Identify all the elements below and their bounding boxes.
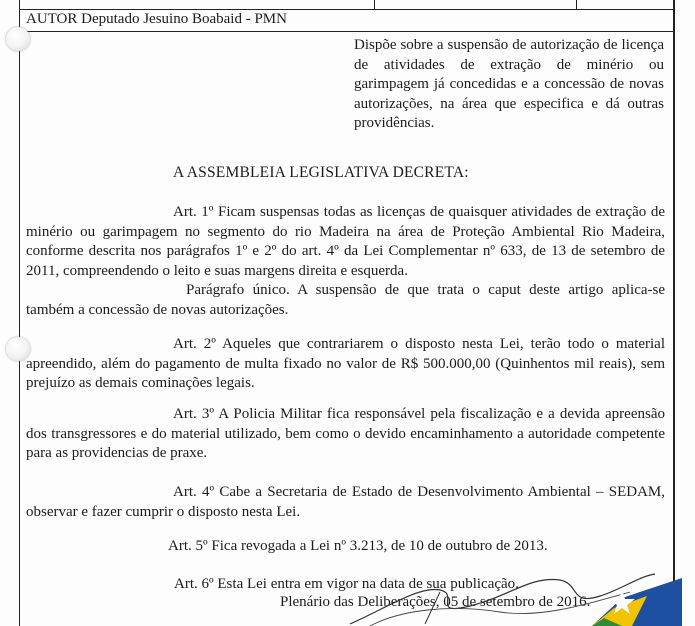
punch-hole — [6, 27, 30, 51]
closing-date: Plenário das Deliberações, 05 de setembro de 2016. — [280, 594, 591, 610]
table-divider — [374, 0, 375, 9]
page-border-right — [673, 0, 675, 626]
ementa-text: Dispõe sobre a suspensão de autorização de licença de atividades de extração de minério ou garimpagem já concedidas e a concessão de novas autorizações, na área que especifica e dá outras providências. — [354, 37, 664, 132]
page-border-left — [19, 0, 20, 626]
article-6: Art. 6º Esta Lei entra em vigor na data de sua publicação. — [174, 576, 519, 592]
article-4: Art. 4º Cabe a Secretaria de Estado de Desenvolvimento Ambiental – SEDAM, observar e fazer cumprir o disposto nesta Lei. — [26, 484, 665, 520]
table-divider — [576, 0, 577, 9]
author-row — [19, 9, 675, 32]
article-3: Art. 3º A Policia Militar fica responsável pela fiscalização e a devida apreensão dos transgressores e do material utilizado, bem como o devido encaminhamento a autoridade competente para as providencias de praxe. — [26, 406, 665, 461]
author-label: AUTOR Deputado Jesuino Boabaid - PMN — [26, 11, 287, 27]
article-1-paragraph: Parágrafo único. A suspensão de que trata o caput deste artigo aplica-se também a concessão de novas autorizações. — [26, 282, 665, 318]
article-2: Art. 2º Aqueles que contrariarem o disposto nesta Lei, terão todo o material apreendido, além do pagamento de multa fixado no valor de R$ 500.000,00 (Quinhentos mil reais), sem prejuízo as demais cominações legais. — [26, 336, 665, 391]
article-5: Art. 5º Fica revogada a Lei nº 3.213, de 10 de outubro de 2013. — [168, 538, 548, 554]
decree-heading: A ASSEMBLEIA LEGISLATIVA DECRETA: — [173, 164, 469, 181]
article-1: Art. 1º Ficam suspensas todas as licenças de quaisquer atividades de extração de minério ou garimpagem no segmento do rio Madeira na área de Proteção Ambiental Rio Madeira, conforme descrita nos parágrafos 1º e 2º do art. 4º da Lei Complementar nº 633, de 13 de setembro de 2011, compreendendo o leito e suas margens direita e esquerda. — [26, 204, 665, 279]
state-emblem — [592, 578, 682, 626]
